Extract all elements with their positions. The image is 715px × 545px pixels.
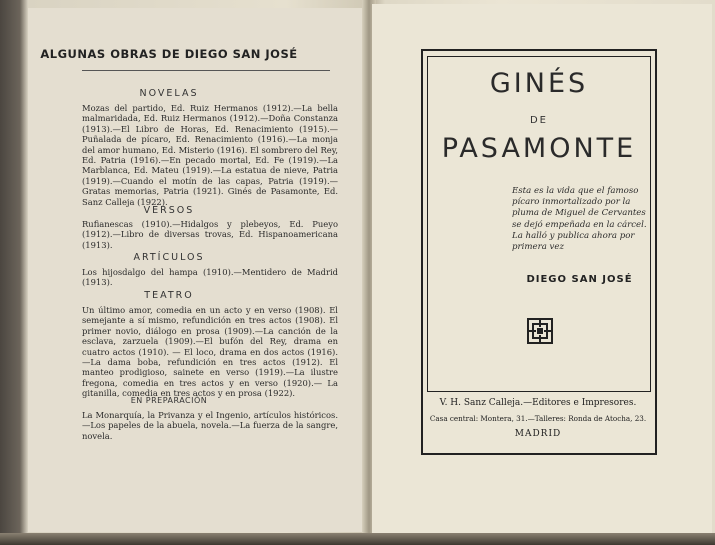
works-list-title: ALGUNAS OBRAS DE DIEGO SAN JOSÉ xyxy=(40,47,298,61)
section-body-articulos: Los hijosdalgo del hampa (1910).—Mentidero de Madrid (1913). xyxy=(82,267,338,288)
section-heading-preparacion: EN PREPARACIÓN xyxy=(130,396,208,405)
section-heading-articulos: ARTÍCULOS xyxy=(133,252,205,263)
publisher-line: V. H. Sanz Calleja.—Editores e Impresores. xyxy=(439,398,637,408)
book-description: Esta es la vida que el famoso pícaro inmortalizado por la pluma de Miguel de Cervantes se dejó empeñada en la cárcel. La halló y publica ahora por primera vez xyxy=(512,186,647,253)
section-body-preparacion: La Monarquía, la Privanza y el Ingenio, artículos históricos.—Los papeles de la abuela, novela.—La fuerza de la sangre, novela. xyxy=(82,410,338,441)
section-body-teatro: Un último amor, comedia en un acto y en verso (1908). El semejante a sí mismo, refundición en tres actos (1908). El primer novio, diálogo en prosa (1909).—La canción de la esclava, zarzuela (1909).—El bufón del Rey, drama en cuatro actos (1910). — El loco, drama en dos actos (1916).—La dama boba, refundición en tres actos (1912). El manteo prodigioso, sainete en verso (1919).—La ilustre fregona, comedia en tres actos y en verso (1920).— La gitanilla, comedia en tres actos y en prosa (1922). xyxy=(82,305,338,399)
book-author: DIEGO SAN JOSÉ xyxy=(526,274,633,285)
section-heading-teatro: TEATRO xyxy=(144,290,194,301)
publisher-emblem-icon xyxy=(527,318,553,344)
imprint-block xyxy=(427,398,649,439)
title-rule xyxy=(82,70,330,71)
section-body-novelas: Mozas del partido, Ed. Ruiz Hermanos (1912).—La bella malmaridada, Ed. Ruiz Hermanos (1912).—Doña Constanza (1913).—El Libro de Horas, Ed. Renacimiento (1915).— Puñalada de pícaro, Ed. Renacimiento (1916).—La monja del amor humano, Ed. Misterio (1916). El sombrero del Rey, Ed. Patria (1916).—En pecado mortal, Ed. Fe (1919).—La Marblanca, Ed. Mateu (1919).—La estatua de nieve, Patria (1919).—Cuando el motín de las capas, Patria (1919).—Gratas memorias, Patria (1921). Ginés de Pasamonte, Ed. Sanz Calleja (1922). xyxy=(82,103,338,207)
section-heading-versos: VERSOS xyxy=(143,205,195,216)
book-title-de: DE xyxy=(529,115,549,126)
book-bottom-edge xyxy=(0,533,715,545)
city-line: MADRID xyxy=(514,429,562,439)
section-body-versos: Rufianescas (1910).—Hidalgos y plebeyos, Ed. Pueyo (1912).—Libro de diversas trovas, Ed. Hispanoamericana (1913). xyxy=(82,219,338,250)
book-title-line1: GINÉS xyxy=(489,68,589,99)
book-title-line2: PASAMONTE xyxy=(441,133,637,164)
address-line: Casa central: Montera, 31.—Talleres: Ronda de Atocha, 23. xyxy=(429,414,647,423)
section-heading-novelas: NOVELAS xyxy=(139,88,199,99)
